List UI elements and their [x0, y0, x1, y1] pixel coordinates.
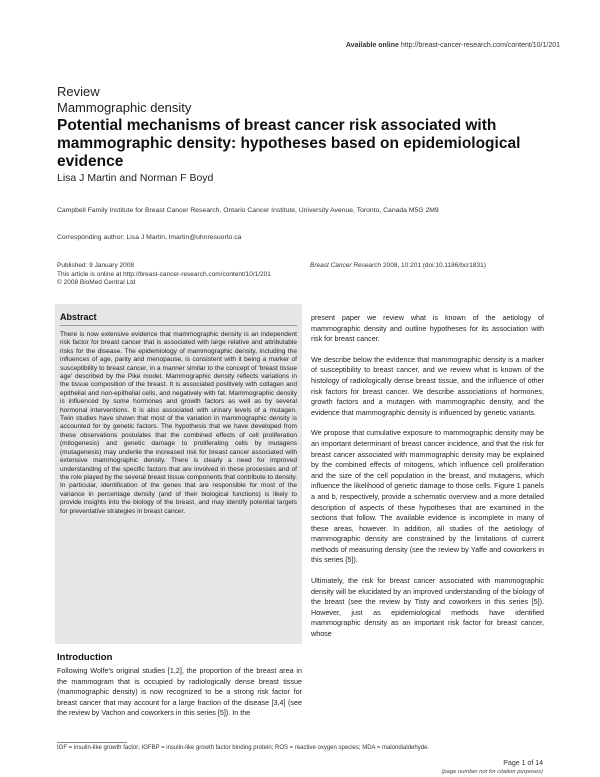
article-title: Potential mechanisms of breast cancer risk associated with mammographic density: hypotheses based on epidemiological evidence [57, 117, 521, 170]
right-column [311, 313, 544, 650]
journal-name: Breast Cancer Research [310, 262, 382, 269]
article-type: Review [57, 84, 100, 99]
introduction-text: Following Wolfe's original studies [1,2], the proportion of the breast area in the mammogram that is occupied by radiologically dense breast tissue (mammographic density) is now recognized to be a strong risk factor for breast cancer that may account for a large fraction of the disease [3,4] (see the review by Vachon and coworkers in this series [5]). In the [57, 666, 302, 718]
abstract-heading: Abstract [60, 312, 97, 322]
body-paragraph: present paper we review what is known of the aetiology of mammographic density and outline hypotheses for its association with risk for breast cancer. [311, 313, 544, 344]
introduction-heading: Introduction [57, 652, 113, 663]
abstract-box [55, 304, 302, 644]
footnote-divider [57, 742, 127, 743]
online-location[interactable]: This article is online at http://breast-cancer-research.com/content/10/1/201 [57, 270, 271, 278]
page-number-note: (page number not for citation purposes) [441, 769, 543, 775]
citation [310, 262, 486, 269]
article-url-link[interactable]: http://breast-cancer-research.com/content/10/1/201 [400, 42, 560, 49]
body-paragraph: We describe below the evidence that mammographic density is a marker of susceptibility to breast cancer, and we review what is known of the histology of radiologically dense breast tissue, and the influence of other risk factors for breast cancer. We describe associations of hormones, growth factors and a mutagen with mammographic density, and the evidence that mammographic density is influenced by genetic variants. [311, 354, 544, 417]
available-online-label: Available online [345, 42, 399, 49]
abstract-text: There is now extensive evidence that mammographic density is an independent risk factor for breast cancer that is associated with large relative and attributable risks for the disease. The epidemiology of mammographic density, including the influences of age, parity and menopause, is consistent with it being a marker of susceptibility to breast cancer, in a manner similar to the concept of 'breast tissue age' described by the Pike model. Mammographic density reflects variations in the tissue composition of the breast. It is associated positively with collagen and epithelial and non-epithelial cells, and negatively with fat. Mammographic density is influenced by some hormones and growth factors as well as by several hormonal interventions. It is also associated with urinary levels of a mutagen. Twin studies have shown that most of the variation in mammographic density is accounted for by genetic factors. The hypothesis that we have developed from these observations postulates that the combined effects of cell proliferation (mitogenesis) and genetic damage to proliferating cells by mutagens (mutagenesis) may underlie the increased risk for breast cancer associated with extensive mammographic density. There is clearly a need for improved understanding of the specific factors that are involved in these processes and of the role played by the several breast tissue components that contribute to density. In particular, identification of the genes that are responsible for most of the variance in percentage density (and of their biological functions) is likely to provide insights into the biology of the breast, and may identify potential targets for preventative strategies in breast cancer. [60, 331, 297, 515]
online-url-line [270, 42, 560, 49]
author-affiliation: Campbell Family Institute for Breast Cancer Research, Ontario Cancer Institute, University Avenue, Toronto, Canada M5G 2M9 [57, 207, 439, 214]
corresponding-author[interactable]: Corresponding author: Lisa J Martin, lmartin@uhnresuorto.ca [57, 234, 242, 241]
copyright: © 2008 BioMed Central Ltd [57, 279, 136, 286]
body-paragraph: We propose that cumulative exposure to mammographic density may be an important determinant of breast cancer incidence, and that the risk for breast cancer associated with mammographic density may be explained by the combined effects of mitogens, which influence cell proliferation and the size of the cell population in the breast, and mutagens, which influence the likelihood of genetic damage to those cells. Figure 1 panels a and b, respectively, provide a schematic overview and a more detailed description of aspects of these hypotheses that are examined in the sections that follow. The available evidence is incomplete in many of these areas, however. In addition, all studies of the aetiology of mammographic density are constrained by the limitations of current methods of measuring density (see the review by Yaffe and coworkers in this series [5]). [311, 428, 544, 565]
article-subject: Mammographic density [57, 100, 192, 115]
published-date: Published: 9 January 2008 [57, 262, 134, 269]
publication-meta [57, 262, 271, 288]
abbreviations-footnote: IGF = insulin-like growth factor; IGFBP = insulin-like growth factor binding protein; ROS = reactive oxygen species; MDA = malondialdehyde. [57, 745, 430, 751]
page-number: Page 1 of 14 [503, 760, 543, 767]
article-authors: Lisa J Martin and Norman F Boyd [57, 172, 214, 184]
body-paragraph: Ultimately, the risk for breast cancer associated with mammographic density will be elucidated by an improved understanding of the biology of the breast (see the review by Tisty and coworkers in this series [5]). However, just as epidemiological methods have identified mammographic density as an important risk factor for breast cancer, whose [311, 576, 544, 639]
abstract-divider [60, 325, 297, 326]
citation-details: 2008, 10:201 (doi:10.1186/bcr1831) [381, 262, 486, 269]
